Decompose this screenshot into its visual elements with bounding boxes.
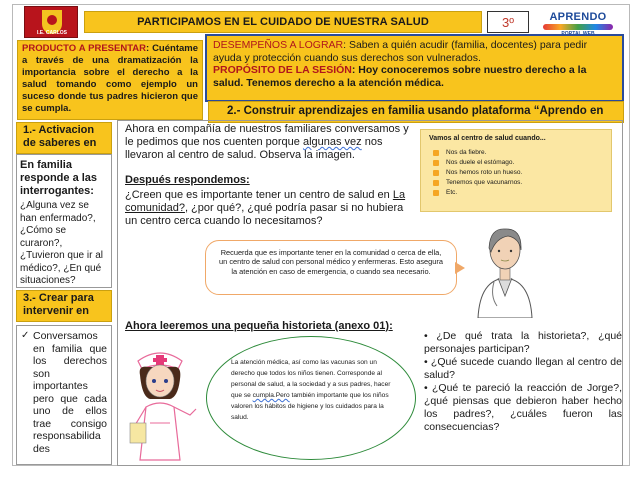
- story-question-1: • ¿De qué trata la historieta?, ¿qué personajes participan?: [424, 330, 622, 355]
- speech-bubble-tail: [455, 262, 465, 274]
- checklist-text: Conversamos en familia que los derechos son importantes pero que cada uno de ellos trae consigo responsabilida des: [33, 330, 107, 455]
- producto-text: : Cuéntame a través de una dramatización la importancia sobre el derecho a la salud tomando como ejemplo un suceso donde tus padres hicieron que se cumpla.: [22, 43, 198, 114]
- producto-label: PRODUCTO A PRESENTAR: [22, 43, 147, 54]
- intro-text-2: nos llevaron al centro de salud. Observa la imagen.: [125, 136, 383, 161]
- intro-wavy: algunas vez: [302, 136, 362, 148]
- vamos-item: [429, 148, 603, 158]
- vamos-item-text: Nos hemos roto un hueso.: [446, 169, 523, 176]
- bullet-icon: [433, 190, 439, 196]
- check-icon: ✓: [21, 330, 30, 341]
- proposito-text: : Hoy conoceremos sobre nuestro derecho a la salud. Tenemos derecho a la atención médica.: [213, 64, 587, 89]
- vamos-item-text: Nos duele el estómago.: [446, 159, 515, 166]
- nurse-illustration: [120, 335, 204, 465]
- logo-text: I.E. CARLOS: [36, 30, 67, 36]
- question-2: ¿Cómo se curaron?,: [20, 225, 67, 249]
- nurse-wavy: cumpla.Pero: [252, 392, 290, 399]
- school-logo: [24, 6, 78, 38]
- speech-bubble-doctor: Recuerda que es importante tener en la comunidad o cerca de ella, un centro de salud con personal médico y enfermeras. Esto asegura la atención en caso de emergencia, o cuando sea necesario.: [205, 240, 457, 295]
- actividad-3-box: 3.- Crear para intervenir en: [16, 290, 112, 322]
- bullet-icon: [433, 150, 439, 156]
- grade-badge: 3º: [487, 11, 529, 33]
- bullet-icon: [433, 160, 439, 166]
- page-title: PARTICIPAMOS EN EL CUIDADO DE NUESTRA SALUD: [137, 16, 429, 28]
- brand-name: APRENDO: [549, 11, 607, 23]
- vamos-item-text: Etc.: [446, 189, 458, 196]
- brand-stripe: [543, 24, 613, 30]
- desempenos-label: DESEMPEÑOS A LOGRAR: [213, 39, 344, 51]
- desempenos-box: [205, 34, 624, 102]
- desempenos-text: : Saben a quién acudir (familia, docentes) para pedir ayuda y protección cuando sus derechos son vulnerados.: [213, 39, 588, 64]
- title-bar: [84, 11, 482, 33]
- vamos-item: [429, 178, 603, 188]
- story-question-2: • ¿Qué sucede cuando llegan al centro de salud?: [424, 356, 622, 381]
- actividad-1-box: 1.- Activacion de saberes en: [16, 122, 112, 154]
- crees-paragraph: [125, 189, 415, 228]
- vamos-title: Vamos al centro de salud cuando...: [429, 135, 546, 142]
- bullet-icon: [433, 170, 439, 176]
- story-question-3: • ¿Qué te pareció la reacción de Jorge?, ¿qué piensas que debieron haber hecho los padres?, ¿cuáles fueron las consecuencias?: [424, 382, 622, 433]
- nurse-text-2: también importante que los niños valoren los hábitos de higiene y los cuidados para la salud.: [231, 392, 389, 421]
- actividad-2-bar: 2.- Construir aprendizajes en familia usando plataforma “Aprendo en: [208, 101, 624, 123]
- questions-box: [16, 154, 112, 288]
- intro-text-1: Ahora en compañía de nuestros familiares conversamos y le pedimos que nos cuenten porque: [125, 123, 409, 148]
- vamos-item: [429, 188, 603, 198]
- leeremos-heading: Ahora leeremos una pequeña historieta (anexo 01):: [125, 320, 393, 332]
- vamos-item-text: Tenemos que vacunarnos.: [446, 179, 523, 186]
- checklist-box: [16, 325, 112, 465]
- vamos-card: [420, 129, 612, 212]
- despues-heading: Después respondemos:: [125, 174, 250, 186]
- vamos-item-text: Nos da fiebre.: [446, 149, 487, 156]
- speech-bubble-nurse: [206, 336, 416, 460]
- crees-underlined: La comunidad?: [125, 189, 406, 214]
- producto-box: [17, 40, 203, 120]
- question-1: ¿Alguna vez se han enfermado?,: [20, 200, 96, 224]
- crees-text-1: ¿Creen que es importante tener un centro de salud en: [125, 189, 393, 201]
- proposito-label: PROPÓSITO DE LA SESIÓN: [213, 64, 352, 76]
- crees-text-2: , ¿por qué?, ¿qué podría pasar si no hubiera un centro cerca cuando lo necesitamos?: [125, 202, 404, 227]
- bullet-icon: [433, 180, 439, 186]
- vamos-item: [429, 168, 603, 178]
- question-3: ¿Tuvieron que ir al médico?, ¿En qué situaciones?: [20, 250, 103, 286]
- doctor-illustration: [470, 218, 540, 318]
- vamos-item: [429, 158, 603, 168]
- intro-paragraph: [125, 123, 415, 162]
- nurse-text-1: La atención médica, así como las vacunas son un derecho que todos los niños tienen. Corresponde al personal de salud, a la sociedad y a sus padres, hacer que se: [231, 359, 391, 399]
- questions-heading: En familia responde a las interrogantes:: [20, 159, 98, 197]
- story-questions: [424, 330, 622, 434]
